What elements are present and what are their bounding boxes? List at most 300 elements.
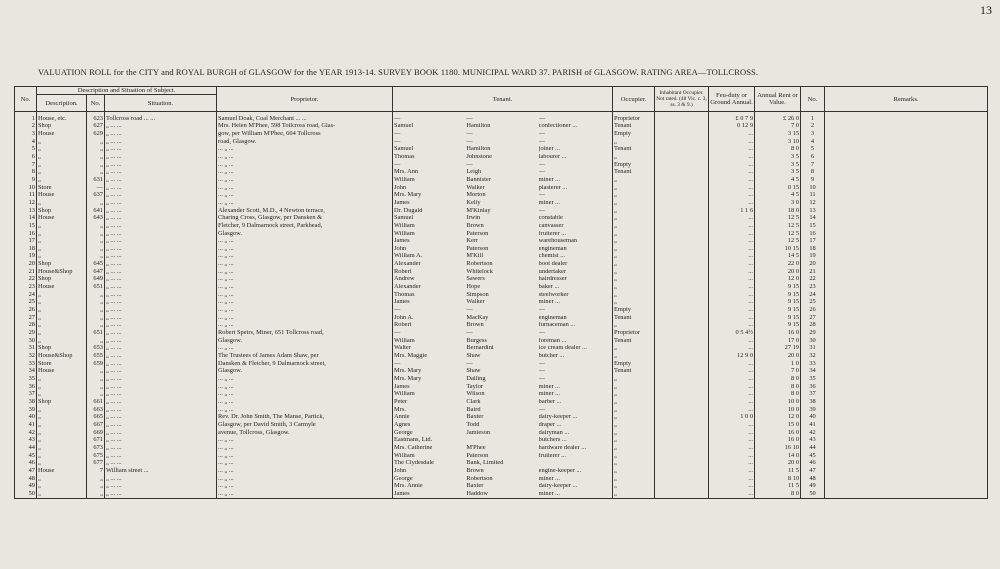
- row-description: „: [37, 337, 87, 345]
- row-inhabitant: [655, 260, 709, 268]
- table-row: [15, 322, 988, 330]
- tenant-surname: Brown: [466, 322, 484, 329]
- row-proprietor: ... „ ...: [217, 199, 393, 207]
- row-street-number: „: [87, 138, 105, 146]
- row-annual-rent: 12 0: [755, 414, 801, 422]
- row-description: „: [37, 322, 87, 330]
- tenant-surname: Bernardini: [466, 345, 494, 352]
- table-row: [15, 138, 988, 146]
- table-row: [15, 352, 988, 360]
- row-inhabitant: [655, 368, 709, 376]
- row-description: „: [37, 452, 87, 460]
- row-tenant: [393, 306, 613, 314]
- col-proprietor: Proprietor.: [217, 87, 393, 112]
- row-inhabitant: [655, 460, 709, 468]
- row-number: 3: [15, 130, 37, 138]
- row-number: 42: [15, 429, 37, 437]
- row-occupier: „: [613, 467, 655, 475]
- row-occupier: „: [613, 245, 655, 253]
- row-remarks: [825, 329, 988, 337]
- row-description: House: [37, 467, 87, 475]
- row-feu-duty: ...: [709, 169, 755, 177]
- row-occupier: Empty: [613, 306, 655, 314]
- row-street-number: 667: [87, 421, 105, 429]
- row-situation: „ ... ...: [105, 192, 217, 200]
- row-tenant: [393, 490, 613, 498]
- tenant-occupation: engineman: [538, 314, 567, 321]
- row-remarks: [825, 383, 988, 391]
- row-number-right: 42: [801, 429, 825, 437]
- row-street-number: „: [87, 238, 105, 246]
- tenant-surname: Leigh: [466, 169, 482, 176]
- table-row: [15, 345, 988, 353]
- row-feu-duty: ...: [709, 429, 755, 437]
- tenant-surname: Paterson: [466, 245, 489, 252]
- row-number-right: 26: [801, 306, 825, 314]
- row-proprietor: ... „ ...: [217, 291, 393, 299]
- tenant-first-name: James: [394, 490, 410, 497]
- page-number: 13: [980, 3, 992, 17]
- row-tenant: [393, 192, 613, 200]
- row-feu-duty: 12 9 0: [709, 352, 755, 360]
- row-description: Shop: [37, 260, 87, 268]
- tenant-occupation: ice cream dealer ...: [538, 345, 587, 352]
- row-proprietor: ... „ ...: [217, 322, 393, 330]
- row-annual-rent: 18 0: [755, 207, 801, 215]
- tenant-occupation: dairy-keeper ...: [538, 414, 578, 421]
- row-description: „: [37, 146, 87, 154]
- row-street-number: „: [87, 375, 105, 383]
- row-proprietor: ... „ ...: [217, 253, 393, 261]
- row-occupier: „: [613, 437, 655, 445]
- table-row: [15, 383, 988, 391]
- row-inhabitant: [655, 352, 709, 360]
- row-remarks: [825, 138, 988, 146]
- col-annual-rent: Annual Rent or Value.: [755, 87, 801, 112]
- row-feu-duty: ...: [709, 444, 755, 452]
- tenant-first-name: Samuel: [394, 123, 414, 130]
- tenant-surname: Morton: [466, 192, 486, 199]
- row-number-right: 2: [801, 123, 825, 131]
- row-annual-rent: 7 0: [755, 123, 801, 131]
- row-occupier: „: [613, 153, 655, 161]
- row-feu-duty: ...: [709, 391, 755, 399]
- row-annual-rent: 20 0: [755, 460, 801, 468]
- row-description: Shop: [37, 345, 87, 353]
- tenant-occupation: fruiterer ...: [538, 230, 566, 237]
- row-situation: „ ... ...: [105, 123, 217, 131]
- row-feu-duty: 0 5 4½: [709, 329, 755, 337]
- row-tenant: [393, 299, 613, 307]
- row-street-number: 659: [87, 360, 105, 368]
- row-occupier: Empty: [613, 161, 655, 169]
- row-annual-rent: 8 10: [755, 475, 801, 483]
- row-annual-rent: 14 5: [755, 253, 801, 261]
- row-feu-duty: ...: [709, 138, 755, 146]
- row-remarks: [825, 375, 988, 383]
- row-street-number: 649: [87, 276, 105, 284]
- row-occupier: „: [613, 398, 655, 406]
- row-feu-duty: ...: [709, 146, 755, 154]
- row-number-right: 41: [801, 421, 825, 429]
- tenant-first-name: Samuel: [394, 215, 414, 222]
- row-situation: „ ... ...: [105, 406, 217, 414]
- row-inhabitant: [655, 406, 709, 414]
- row-occupier: „: [613, 291, 655, 299]
- row-feu-duty: ...: [709, 283, 755, 291]
- row-inhabitant: [655, 169, 709, 177]
- row-street-number: 7: [87, 467, 105, 475]
- row-annual-rent: 22 0: [755, 260, 801, 268]
- row-description: „: [37, 222, 87, 230]
- tenant-occupation: miner ...: [538, 391, 560, 398]
- row-occupier: Tenant: [613, 146, 655, 154]
- row-number-right: 38: [801, 398, 825, 406]
- row-annual-rent: 14 0: [755, 452, 801, 460]
- row-number-right: 5: [801, 146, 825, 154]
- row-feu-duty: ...: [709, 452, 755, 460]
- row-proprietor: ... „ ...: [217, 383, 393, 391]
- row-tenant: [393, 169, 613, 177]
- tenant-occupation: baker ...: [538, 284, 560, 291]
- row-description: „: [37, 199, 87, 207]
- row-occupier: „: [613, 176, 655, 184]
- row-remarks: [825, 360, 988, 368]
- row-street-number: 623: [87, 112, 105, 123]
- row-remarks: [825, 153, 988, 161]
- row-inhabitant: [655, 490, 709, 498]
- tenant-surname: —: [466, 161, 473, 168]
- tenant-surname: M'Kinlay: [466, 207, 491, 214]
- row-inhabitant: [655, 207, 709, 215]
- row-street-number: „: [87, 490, 105, 498]
- row-number: 39: [15, 406, 37, 414]
- row-number: 16: [15, 230, 37, 238]
- row-number-right: 46: [801, 460, 825, 468]
- row-proprietor: Rev. Dr. John Smith, The Manse, Partick,: [217, 414, 393, 422]
- table-row: [15, 452, 988, 460]
- row-number-right: 10: [801, 184, 825, 192]
- row-feu-duty: ...: [709, 475, 755, 483]
- row-street-number: „: [87, 299, 105, 307]
- row-street-number: „: [87, 253, 105, 261]
- row-inhabitant: [655, 322, 709, 330]
- row-proprietor: ... „ ...: [217, 375, 393, 383]
- tenant-first-name: William: [394, 452, 415, 459]
- row-description: „: [37, 245, 87, 253]
- row-annual-rent: 20 0: [755, 352, 801, 360]
- tenant-first-name: Mrs. Catherine: [394, 444, 433, 451]
- row-annual-rent: 11 5: [755, 483, 801, 491]
- row-tenant: [393, 398, 613, 406]
- tenant-surname: Baxter: [466, 414, 484, 421]
- row-description: „: [37, 460, 87, 468]
- row-annual-rent: 27 19: [755, 345, 801, 353]
- row-situation: „ ... ...: [105, 322, 217, 330]
- row-situation: „ ... ...: [105, 475, 217, 483]
- row-number: 8: [15, 169, 37, 177]
- row-proprietor: Robert Speirs, Miner, 651 Tollcross road,: [217, 329, 393, 337]
- table-row: [15, 230, 988, 238]
- row-proprietor: ... „ ...: [217, 345, 393, 353]
- row-remarks: [825, 245, 988, 253]
- tenant-surname: —: [466, 330, 473, 337]
- col-description-group: Description and Situation of Subject.: [37, 87, 217, 95]
- row-remarks: [825, 291, 988, 299]
- row-feu-duty: ...: [709, 238, 755, 246]
- row-tenant: [393, 429, 613, 437]
- row-street-number: 653: [87, 345, 105, 353]
- tenant-surname: Clark: [466, 398, 481, 405]
- row-number-right: 15: [801, 222, 825, 230]
- row-number-right: 31: [801, 345, 825, 353]
- row-annual-rent: 12 0: [755, 276, 801, 284]
- tenant-first-name: John: [394, 184, 407, 191]
- row-situation: „ ... ...: [105, 375, 217, 383]
- row-number-right: 24: [801, 291, 825, 299]
- row-feu-duty: ...: [709, 398, 755, 406]
- tenant-first-name: George: [394, 429, 413, 436]
- tenant-first-name: —: [394, 161, 401, 168]
- row-number: 10: [15, 184, 37, 192]
- tenant-occupation: dairy-keeper ...: [538, 483, 578, 490]
- row-occupier: „: [613, 215, 655, 223]
- row-occupier: „: [613, 253, 655, 261]
- row-annual-rent: 3 5: [755, 161, 801, 169]
- row-street-number: 631: [87, 176, 105, 184]
- row-street-number: „: [87, 222, 105, 230]
- row-tenant: [393, 222, 613, 230]
- row-number: 49: [15, 483, 37, 491]
- tenant-first-name: William: [394, 176, 415, 183]
- row-feu-duty: ...: [709, 299, 755, 307]
- row-occupier: „: [613, 199, 655, 207]
- row-tenant: [393, 483, 613, 491]
- row-situation: „ ... ...: [105, 421, 217, 429]
- row-occupier: „: [613, 452, 655, 460]
- tenant-surname: Kerr: [466, 238, 479, 245]
- row-number: 5: [15, 146, 37, 154]
- table-row: [15, 260, 988, 268]
- col-inhabitant: Inhabitant Occupier. Not rated. (48 Vic. c. 3, ss. 3 & 9.): [655, 87, 709, 112]
- row-inhabitant: [655, 222, 709, 230]
- row-proprietor: avenue, Tollcross, Glasgow.: [217, 429, 393, 437]
- row-annual-rent: 3 15: [755, 130, 801, 138]
- row-remarks: [825, 169, 988, 177]
- table-row: [15, 414, 988, 422]
- row-tenant: [393, 467, 613, 475]
- row-occupier: „: [613, 429, 655, 437]
- row-tenant: [393, 283, 613, 291]
- row-situation: „ ... ...: [105, 352, 217, 360]
- row-description: „: [37, 238, 87, 246]
- tenant-surname: Bannister: [466, 176, 491, 183]
- row-feu-duty: ...: [709, 306, 755, 314]
- row-annual-rent: 9 15: [755, 306, 801, 314]
- row-number-right: 3: [801, 130, 825, 138]
- row-description: „: [37, 153, 87, 161]
- row-remarks: [825, 437, 988, 445]
- row-feu-duty: ...: [709, 368, 755, 376]
- table-row: [15, 130, 988, 138]
- row-proprietor: ... „ ...: [217, 460, 393, 468]
- tenant-first-name: Mrs. Ann: [394, 169, 419, 176]
- row-street-number: „: [87, 153, 105, 161]
- tenant-occupation: confectioner ...: [538, 123, 577, 130]
- tenant-occupation: boot dealer: [538, 261, 568, 268]
- row-tenant: [393, 146, 613, 154]
- row-proprietor: ... „ ...: [217, 161, 393, 169]
- tenant-occupation: —: [538, 368, 546, 375]
- row-street-number: „: [87, 314, 105, 322]
- row-description: Shop: [37, 276, 87, 284]
- row-description: Store: [37, 184, 87, 192]
- row-annual-rent: 8 0: [755, 383, 801, 391]
- row-situation: „ ... ...: [105, 215, 217, 223]
- row-street-number: 627: [87, 123, 105, 131]
- tenant-first-name: James: [394, 299, 410, 306]
- row-street-number: 671: [87, 437, 105, 445]
- row-remarks: [825, 398, 988, 406]
- row-feu-duty: £ 0 7 9: [709, 112, 755, 123]
- row-tenant: [393, 253, 613, 261]
- tenant-surname: Dalling: [466, 375, 486, 382]
- row-street-number: 651: [87, 329, 105, 337]
- row-number-right: 48: [801, 475, 825, 483]
- row-situation: „ ... ...: [105, 283, 217, 291]
- row-street-number: „: [87, 391, 105, 399]
- row-tenant: [393, 314, 613, 322]
- table-row: [15, 253, 988, 261]
- row-proprietor: ... „ ...: [217, 169, 393, 177]
- col-no-right: No.: [801, 87, 825, 112]
- row-remarks: [825, 467, 988, 475]
- row-description: „: [37, 314, 87, 322]
- row-inhabitant: [655, 199, 709, 207]
- roll-heading: VALUATION ROLL for the CITY and ROYAL BURGH of GLASGOW for the YEAR 1913-14. SURVEY BOOK 1180. MUNICIPAL WARD 37. PARISH of GLASGOW. RATING AREA—TOLLCROSS.: [38, 67, 759, 77]
- row-street-number: „: [87, 483, 105, 491]
- row-number-right: 43: [801, 437, 825, 445]
- row-feu-duty: ...: [709, 421, 755, 429]
- tenant-surname: Robertson: [466, 261, 493, 268]
- tenant-first-name: Agnes: [394, 421, 411, 428]
- row-number-right: 44: [801, 444, 825, 452]
- row-annual-rent: 9 15: [755, 299, 801, 307]
- row-remarks: [825, 268, 988, 276]
- row-inhabitant: [655, 398, 709, 406]
- tenant-surname: Bank, Limited: [466, 460, 504, 467]
- row-proprietor: Samuel Doak, Coal Merchant ... ...: [217, 112, 393, 123]
- row-number: 47: [15, 467, 37, 475]
- row-annual-rent: £ 26 0: [755, 112, 801, 123]
- table-row: [15, 314, 988, 322]
- row-number-right: 6: [801, 153, 825, 161]
- row-tenant: [393, 207, 613, 215]
- tenant-first-name: John: [394, 245, 407, 252]
- row-feu-duty: ...: [709, 130, 755, 138]
- row-occupier: Tenant: [613, 368, 655, 376]
- row-tenant: [393, 368, 613, 376]
- table-row: [15, 483, 988, 491]
- row-proprietor: ... „ ...: [217, 299, 393, 307]
- row-remarks: [825, 444, 988, 452]
- row-number: 45: [15, 452, 37, 460]
- row-number-right: 9: [801, 176, 825, 184]
- row-inhabitant: [655, 276, 709, 284]
- row-proprietor: ... „ ...: [217, 475, 393, 483]
- row-situation: „ ... ...: [105, 291, 217, 299]
- row-annual-rent: 17 0: [755, 337, 801, 345]
- table-row: [15, 222, 988, 230]
- row-inhabitant: [655, 153, 709, 161]
- row-proprietor: Glasgow.: [217, 337, 393, 345]
- row-description: „: [37, 306, 87, 314]
- row-occupier: Empty: [613, 360, 655, 368]
- row-inhabitant: [655, 483, 709, 491]
- row-annual-rent: 8 0: [755, 146, 801, 154]
- tenant-occupation: miner ...: [538, 475, 560, 482]
- row-number: 1: [15, 112, 37, 123]
- row-number: 9: [15, 176, 37, 184]
- row-description: House: [37, 283, 87, 291]
- table-row: [15, 391, 988, 399]
- tenant-first-name: William: [394, 337, 415, 344]
- row-description: „: [37, 475, 87, 483]
- row-situation: „ ... ...: [105, 207, 217, 215]
- row-occupier: „: [613, 238, 655, 246]
- row-number: 27: [15, 314, 37, 322]
- row-inhabitant: [655, 421, 709, 429]
- row-situation: „ ... ...: [105, 383, 217, 391]
- row-occupier: „: [613, 421, 655, 429]
- row-occupier: „: [613, 192, 655, 200]
- tenant-occupation: —: [538, 406, 546, 413]
- row-situation: „ ... ...: [105, 368, 217, 376]
- row-annual-rent: 10 0: [755, 398, 801, 406]
- tenant-occupation: joiner ...: [538, 146, 560, 153]
- row-proprietor: ... „ ...: [217, 260, 393, 268]
- row-remarks: [825, 368, 988, 376]
- row-annual-rent: 10 15: [755, 245, 801, 253]
- row-remarks: [825, 306, 988, 314]
- row-street-number: 661: [87, 398, 105, 406]
- row-situation: „ ... ...: [105, 161, 217, 169]
- row-remarks: [825, 283, 988, 291]
- row-number: 26: [15, 306, 37, 314]
- row-occupier: „: [613, 391, 655, 399]
- row-remarks: [825, 238, 988, 246]
- row-occupier: „: [613, 414, 655, 422]
- row-annual-rent: 3 0: [755, 199, 801, 207]
- tenant-surname: Irwin: [466, 215, 481, 222]
- row-tenant: [393, 176, 613, 184]
- row-feu-duty: ...: [709, 437, 755, 445]
- table-row: [15, 299, 988, 307]
- tenant-first-name: William A.: [394, 253, 423, 260]
- row-remarks: [825, 112, 988, 123]
- tenant-surname: Sawers: [466, 276, 485, 283]
- row-annual-rent: 12 5: [755, 222, 801, 230]
- row-occupier: „: [613, 276, 655, 284]
- row-proprietor: Charing Cross, Glasgow, per Dansken &: [217, 215, 393, 223]
- row-annual-rent: 1 0: [755, 360, 801, 368]
- row-number: 37: [15, 391, 37, 399]
- row-number: 25: [15, 299, 37, 307]
- row-proprietor: Glasgow, per David Smith, 3 Carmyle: [217, 421, 393, 429]
- row-proprietor: ... „ ...: [217, 398, 393, 406]
- tenant-occupation: —: [538, 330, 546, 337]
- row-description: „: [37, 483, 87, 491]
